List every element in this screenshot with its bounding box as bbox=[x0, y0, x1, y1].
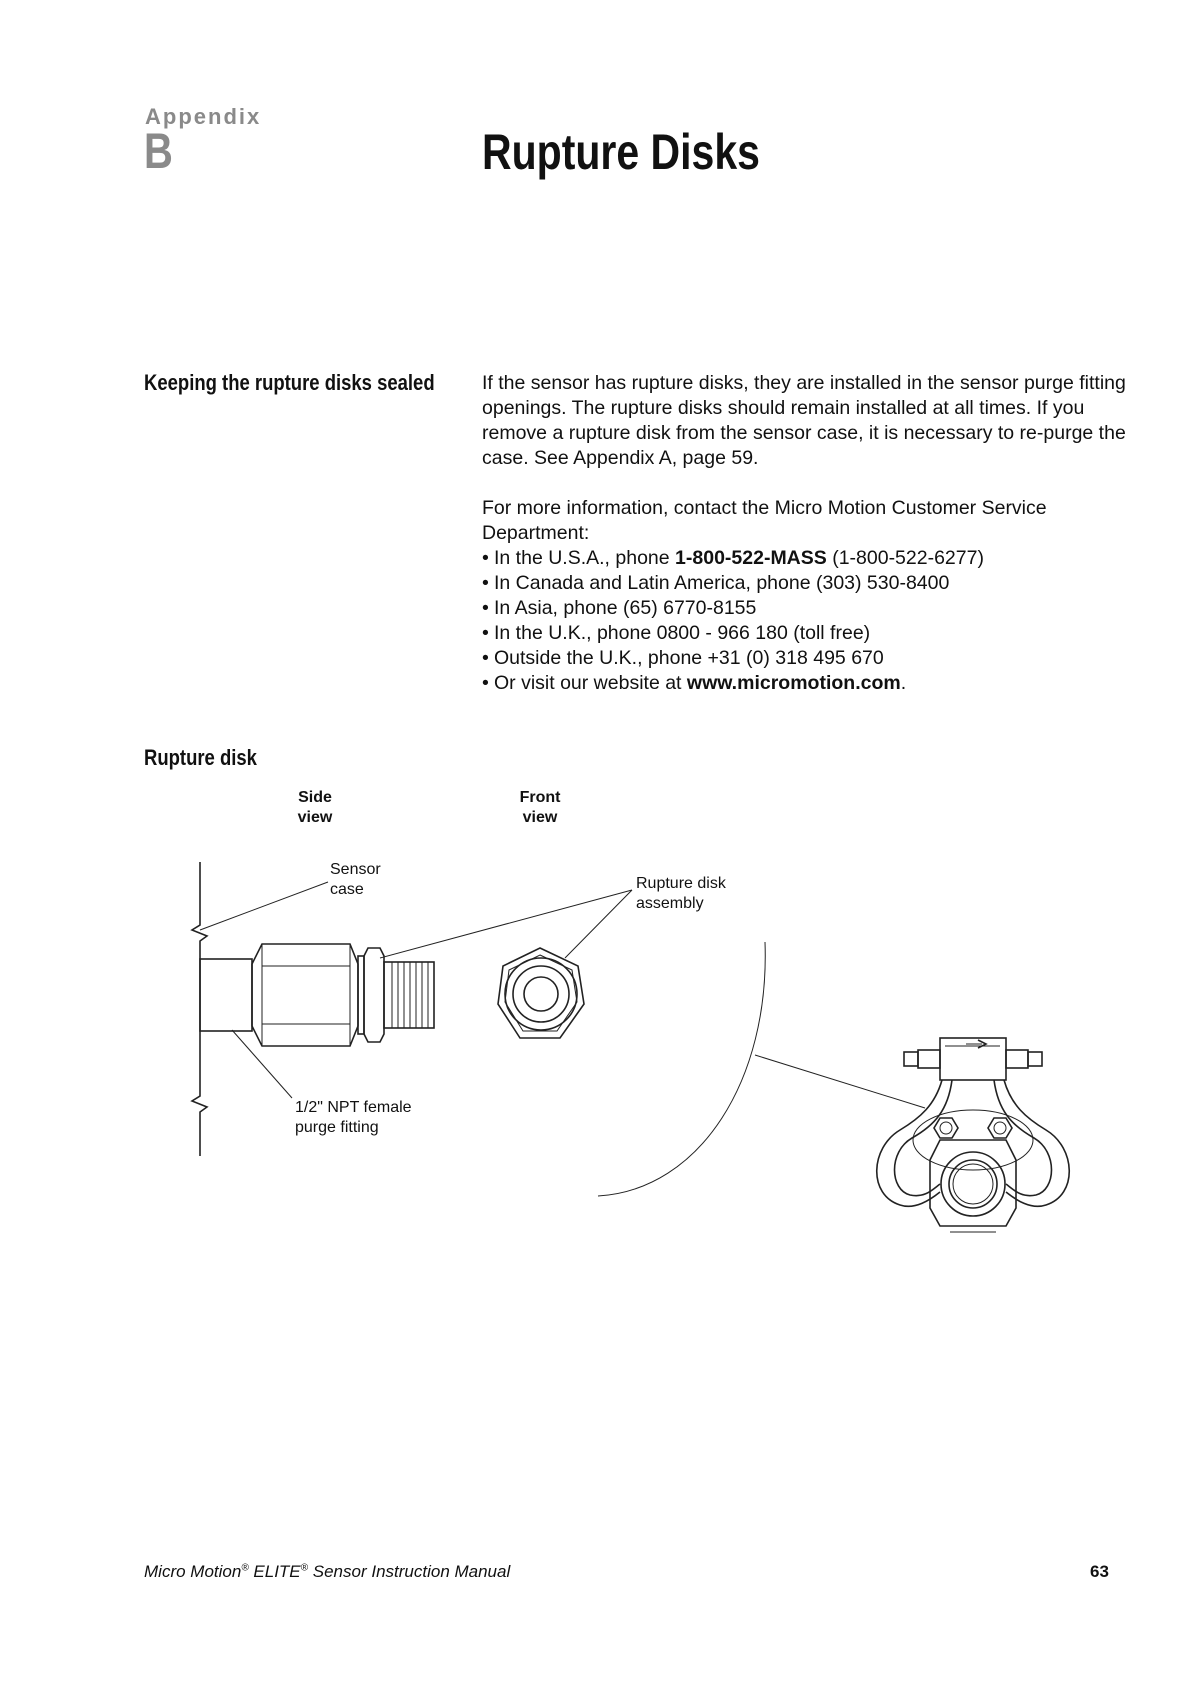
footer-manual-title: Micro Motion® ELITE® Sensor Instruction Manual bbox=[144, 1562, 511, 1581]
hex-nut bbox=[252, 944, 358, 1046]
purge-fitting-body bbox=[200, 959, 252, 1031]
list-item: • In Asia, phone (65) 6770-8155 bbox=[482, 597, 757, 619]
front-hex bbox=[498, 948, 584, 1038]
section-heading-rupture-disk: Rupture disk bbox=[144, 745, 257, 770]
detail-arc bbox=[598, 942, 765, 1196]
list-item: • Or visit our website at www.micromotion.com. bbox=[482, 672, 907, 694]
rupture-disk-assembly-label: Rupture disk assembly bbox=[636, 875, 726, 912]
list-item: • In Canada and Latin America, phone (303) 530-8400 bbox=[482, 572, 950, 594]
appendix-letter: B bbox=[144, 123, 173, 179]
paragraph-purge: If the sensor has rupture disks, they are installed in the sensor purge fitting openings. The rupture disks should remain installed at all times. If you remove a rupture disk from the sensor case, it is necessary to re-purge the case. See Appendix A, page 59. bbox=[482, 372, 1126, 469]
detail-leader bbox=[755, 1055, 925, 1108]
rupture-leader-side bbox=[380, 890, 632, 958]
sensor-device bbox=[877, 1038, 1070, 1232]
page-number: 63 bbox=[1090, 1562, 1109, 1581]
list-item: • In the U.K., phone 0800 - 966 180 (toll free) bbox=[482, 622, 871, 644]
sensor-case-leader bbox=[200, 882, 328, 930]
front-view-label: Front view bbox=[519, 789, 561, 826]
list-item: • Outside the U.K., phone +31 (0) 318 495 670 bbox=[482, 647, 884, 669]
locknut bbox=[364, 948, 384, 1042]
rupture-leader-front bbox=[565, 890, 632, 958]
side-view-label: Side view bbox=[297, 789, 333, 826]
website-link[interactable]: www.micromotion.com bbox=[686, 672, 901, 694]
front-outer-ring bbox=[505, 958, 577, 1030]
appendix-label: Appendix bbox=[145, 104, 262, 129]
front-inner-ring bbox=[524, 977, 558, 1011]
chapter-title: Rupture Disks bbox=[482, 124, 760, 180]
section-heading-rupture-disks-sealed: Keeping the rupture disks sealed bbox=[144, 370, 435, 395]
sensor-case-label: Sensor case bbox=[330, 861, 381, 898]
purge-fitting-label: 1/2" NPT female purge fitting bbox=[295, 1099, 412, 1136]
list-item: • In the U.S.A., phone 1-800-522-MASS (1-800-522-6277) bbox=[482, 547, 984, 569]
paragraph-contact: For more information, contact the Micro Motion Customer Service Department: bbox=[482, 497, 1047, 544]
